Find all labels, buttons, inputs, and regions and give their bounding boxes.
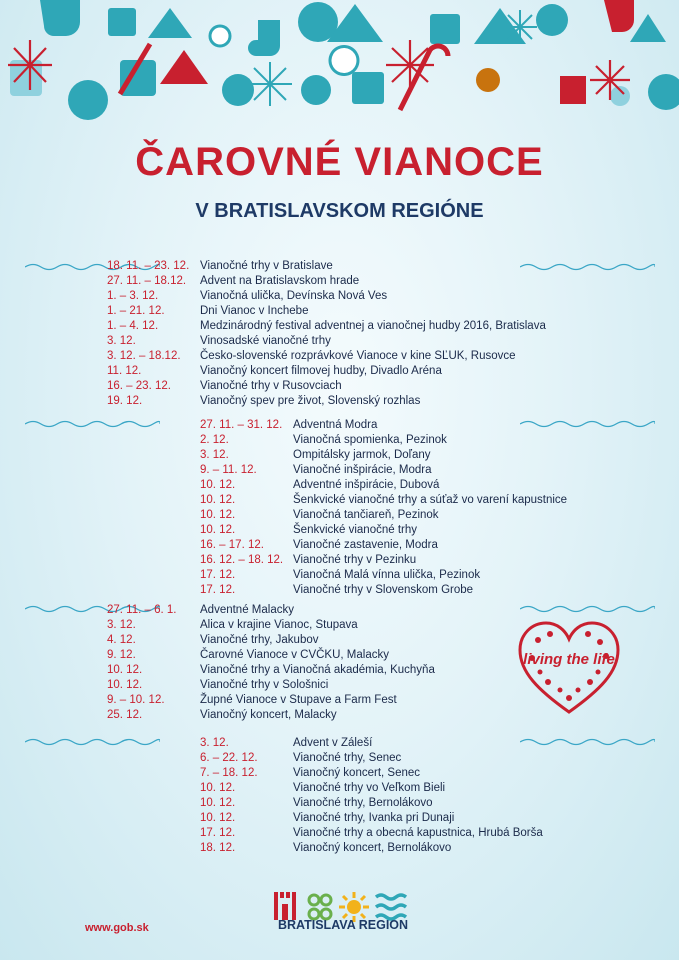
event-name: Vianočné trhy v Pezinku — [293, 554, 417, 566]
event-date: 10. 12. — [107, 664, 143, 676]
christmas-ornaments-border — [0, 0, 679, 135]
event-name: Advent na Bratislavskom hrade — [200, 275, 360, 287]
event-name: Vianočné trhy v Slovenskom Grobe — [293, 584, 474, 596]
event-date: 19. 12. — [107, 395, 143, 407]
event-date: 10. 12. — [200, 524, 236, 536]
event-name: Vianočné trhy v Sološnici — [200, 679, 329, 691]
event-name: Alica v krajine Vianoc, Stupava — [200, 619, 358, 631]
event-name: Vianočné trhy, Senec — [293, 752, 402, 764]
event-name: Vianočné trhy vo Veľkom Bieli — [293, 782, 446, 794]
event-name: Vianočné trhy v Bratislave — [200, 260, 333, 272]
page-subtitle: V BRATISLAVSKOM REGIÓNE — [195, 200, 484, 222]
event-name: Vianočné trhy, Bernolákovo — [293, 797, 433, 809]
event-name: Vinosadské vianočné trhy — [200, 335, 331, 347]
event-date: 10. 12. — [200, 494, 236, 506]
event-date: 10. 12. — [107, 679, 143, 691]
event-date: 18. 11. – 23. 12. — [107, 260, 190, 272]
event-date: 1. – 21. 12. — [107, 305, 165, 317]
wave-divider — [520, 261, 655, 273]
wave-divider — [25, 736, 160, 748]
event-date: 16. 12. – 18. 12. — [200, 554, 284, 566]
wave-divider — [520, 418, 655, 430]
event-name: Dni Vianoc v Inchebe — [200, 305, 309, 317]
event-date: 2. 12. — [200, 434, 229, 446]
event-name: Vianočný koncert, Bernolákovo — [293, 842, 452, 854]
badge-text: living the life — [523, 651, 615, 668]
event-date: 4. 12. — [107, 634, 136, 646]
event-date: 3. 12. – 18.12. — [107, 350, 181, 362]
event-date: 10. 12. — [200, 509, 236, 521]
event-date: 9. 12. — [107, 649, 136, 661]
page-title: ČAROVNÉ VIANOCE — [135, 140, 544, 184]
event-date: 18. 12. — [200, 842, 236, 854]
event-date: 16. – 17. 12. — [200, 539, 264, 551]
event-date: 10. 12. — [200, 797, 236, 809]
event-date: 3. 12. — [200, 449, 229, 461]
event-date: 3. 12. — [107, 335, 136, 347]
event-name: Vianočný koncert, Senec — [293, 767, 421, 779]
event-name: Medzinárodný festival adventnej a vianočnej hudby 2016, Bratislava — [200, 320, 546, 332]
wave-divider — [520, 736, 655, 748]
event-name: Adventné inšpirácie, Dubová — [293, 479, 440, 491]
event-name: Župné Vianoce v Stupave a Farm Fest — [200, 694, 397, 706]
event-name: Vianočný koncert filmovej hudby, Divadlo Aréna — [200, 365, 442, 377]
event-name: Vianočné trhy v Rusovciach — [200, 380, 342, 392]
event-date: 11. 12. — [107, 365, 142, 377]
event-name: Čarovné Vianoce v CVČKU, Malacky — [200, 649, 389, 661]
event-name: Vianočná spomienka, Pezinok — [293, 434, 447, 446]
event-name: Adventná Modra — [293, 419, 378, 431]
event-date: 9. – 11. 12. — [200, 464, 257, 476]
event-date: 1. – 3. 12. — [107, 290, 159, 302]
event-date: 17. 12. — [200, 827, 236, 839]
website-link[interactable]: www.gob.sk — [85, 922, 149, 934]
event-name: Ompitálsky jarmok, Doľany — [293, 449, 431, 461]
wave-divider — [25, 418, 160, 430]
living-the-life-heart-badge — [518, 620, 620, 715]
event-date: 27. 11. – 31. 12. — [200, 419, 283, 431]
event-name: Advent v Záleší — [293, 737, 373, 749]
event-name: Šenkvické vianočné trhy a súťaž vo varení kapustnice — [293, 494, 568, 506]
event-date: 3. 12. — [107, 619, 136, 631]
event-date: 9. – 10. 12. — [107, 694, 165, 706]
event-name: Vianočný koncert, Malacky — [200, 709, 337, 721]
wave-divider — [520, 603, 655, 615]
event-date: 25. 12. — [107, 709, 143, 721]
event-name: Vianočný spev pre život, Slovenský rozhlas — [200, 395, 421, 407]
event-name: Vianočné trhy a obecná kapustnica, Hrubá Borša — [293, 827, 543, 839]
event-date: 1. – 4. 12. — [107, 320, 159, 332]
event-date: 10. 12. — [200, 812, 236, 824]
event-date: 3. 12. — [200, 737, 229, 749]
event-name: Šenkvické vianočné trhy — [293, 524, 418, 536]
event-name: Vianočná Malá vínna ulička, Pezinok — [293, 569, 481, 581]
event-date: 27. 11. – 6. 1. — [107, 604, 177, 616]
event-date: 27. 11. – 18.12. — [107, 275, 187, 287]
event-name: Vianočné zastavenie, Modra — [293, 539, 438, 551]
event-date: 17. 12. — [200, 569, 236, 581]
event-name: Adventné Malacky — [200, 604, 294, 616]
event-name: Vianočná tančiareň, Pezinok — [293, 509, 439, 521]
event-name: Česko-slovenské rozprávkové Vianoce v kine SĽUK, Rusovce — [200, 350, 516, 362]
event-name: Vianočné trhy, Jakubov — [200, 634, 319, 646]
event-name: Vianočná ulička, Devínska Nová Ves — [200, 290, 388, 302]
event-date: 6. – 22. 12. — [200, 752, 258, 764]
event-date: 10. 12. — [200, 479, 236, 491]
logo-label: BRATISLAVA REGION — [277, 918, 409, 932]
event-date: 7. – 18. 12. — [200, 767, 258, 779]
event-name: Vianočné inšpirácie, Modra — [293, 464, 432, 476]
event-date: 16. – 23. 12. — [107, 380, 171, 392]
event-name: Vianočné trhy a Vianočná akadémia, Kuchyňa — [200, 664, 435, 676]
event-date: 17. 12. — [200, 584, 236, 596]
event-name: Vianočné trhy, Ivanka pri Dunaji — [293, 812, 455, 824]
event-date: 10. 12. — [200, 782, 236, 794]
